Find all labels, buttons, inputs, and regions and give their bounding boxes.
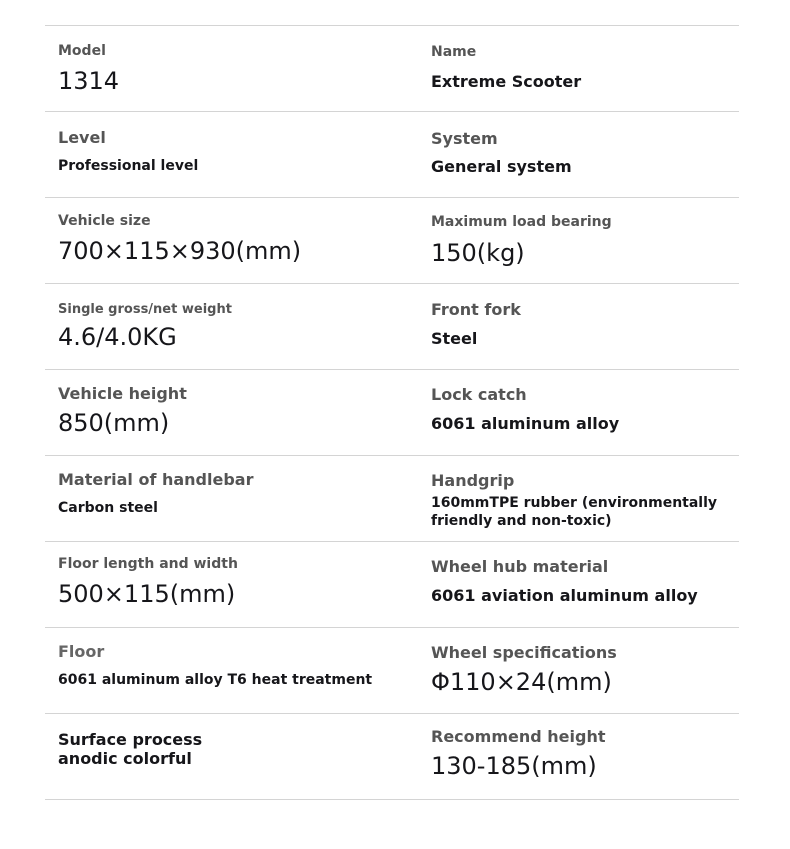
spec-cell-recommend-height <box>431 714 731 799</box>
spec-value: 6061 aluminum alloy T6 heat treatment <box>58 672 373 688</box>
spec-row <box>45 628 739 714</box>
spec-label: Wheel specifications <box>431 643 617 662</box>
spec-row <box>45 542 739 628</box>
spec-value: 700×115×930(mm) <box>58 237 302 265</box>
spec-value: 6061 aviation aluminum alloy <box>431 586 698 605</box>
spec-cell-max-load <box>431 198 731 283</box>
spec-cell-front-fork <box>431 284 731 369</box>
spec-row <box>45 456 739 542</box>
spec-row <box>45 112 739 198</box>
spec-cell-model <box>58 26 418 111</box>
spec-value: Professional level <box>58 158 199 174</box>
spec-value: Carbon steel <box>58 500 158 516</box>
spec-label: Surface process <box>58 730 203 749</box>
spec-cell-floor <box>58 628 418 713</box>
spec-label: Vehicle size <box>58 213 151 229</box>
spec-row <box>45 370 739 456</box>
spec-label: Floor length and width <box>58 556 238 572</box>
spec-value: anodic colorful <box>58 749 192 768</box>
spec-value: 160mmTPE rubber (environmentally friendly and non-toxic) <box>431 495 718 529</box>
spec-cell-vehicle-size <box>58 198 418 283</box>
spec-label: System <box>431 129 498 148</box>
spec-cell-wheel-hub <box>431 542 731 627</box>
spec-label: Model <box>58 43 106 59</box>
spec-cell-floor-size <box>58 542 418 627</box>
spec-cell-weight <box>58 284 418 369</box>
spec-label: Level <box>58 128 106 147</box>
spec-label: Name <box>431 44 477 60</box>
spec-value: 4.6/4.0KG <box>58 323 177 351</box>
spec-value: 850(mm) <box>58 409 170 437</box>
spec-value: 150(kg) <box>431 239 525 267</box>
spec-row <box>45 284 739 370</box>
spec-label: Lock catch <box>431 385 527 404</box>
spec-cell-level <box>58 112 418 197</box>
spec-label: Single gross/net weight <box>58 302 232 317</box>
spec-cell-wheel-spec <box>431 628 731 713</box>
spec-row <box>45 198 739 284</box>
spec-cell-system <box>431 112 731 197</box>
spec-label: Front fork <box>431 300 521 319</box>
spec-label: Vehicle height <box>58 384 187 403</box>
spec-label: Wheel hub material <box>431 557 609 576</box>
spec-cell-surface-process <box>58 714 418 799</box>
spec-row <box>45 714 739 800</box>
spec-cell-handgrip <box>431 456 731 541</box>
spec-cell-vehicle-height <box>58 370 418 455</box>
spec-label: Material of handlebar <box>58 470 254 489</box>
spec-value: 130-185(mm) <box>431 752 597 780</box>
spec-value: Φ110×24(mm) <box>431 668 612 696</box>
spec-value: General system <box>431 157 572 176</box>
spec-label: Maximum load bearing <box>431 214 612 230</box>
spec-cell-handlebar-material <box>58 456 418 541</box>
spec-value: 6061 aluminum alloy <box>431 414 620 433</box>
spec-value: Steel <box>431 329 478 348</box>
spec-label: Recommend height <box>431 727 606 746</box>
spec-value: 500×115(mm) <box>58 580 236 608</box>
spec-label: Handgrip <box>431 471 515 490</box>
spec-label: Floor <box>58 642 105 661</box>
spec-value: Extreme Scooter <box>431 72 582 91</box>
spec-table <box>45 25 739 800</box>
spec-cell-name <box>431 26 731 111</box>
spec-row <box>45 26 739 112</box>
spec-cell-lock-catch <box>431 370 731 455</box>
spec-value: 1314 <box>58 67 120 95</box>
